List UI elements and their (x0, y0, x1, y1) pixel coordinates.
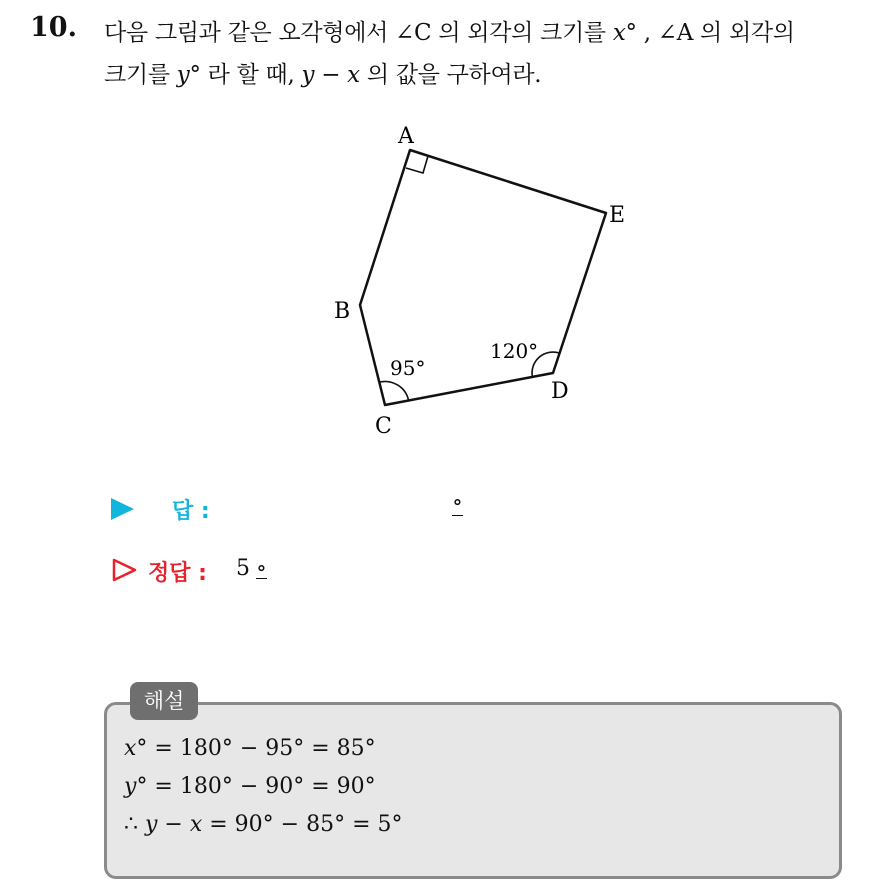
vertex-label-b: B (334, 299, 351, 324)
vertex-label-c: C (375, 414, 392, 439)
solution-line-1: x° = 180° − 95° = 85° (124, 736, 376, 761)
vertex-label-e: E (609, 203, 626, 228)
vertex-label-a: A (398, 124, 414, 149)
answer-arrow-icon (110, 497, 136, 521)
answer-label: 답 : (172, 499, 210, 524)
question-number: 10. (30, 12, 77, 43)
correct-answer-value: 5 ∘ (236, 556, 267, 581)
solution-line-3: ∴ y − x = 90° − 85° = 5° (124, 812, 403, 837)
answer-unit: ∘ (452, 490, 463, 515)
angle-label-d: 120° (490, 339, 539, 363)
angle-label-c: 95° (390, 356, 426, 380)
question-text-line1: 다음 그림과 같은 오각형에서 ∠C 의 외각의 크기를 x° , ∠A 의 외각의 (104, 20, 795, 46)
right-angle-mark (406, 156, 428, 173)
vertex-label-d: D (551, 379, 569, 404)
solution-tag: 해설 (130, 682, 198, 720)
pentagon-figure (320, 110, 640, 440)
solution-line-2: y° = 180° − 90° = 90° (124, 774, 376, 799)
correct-arrow-icon (112, 558, 138, 582)
correct-answer-label: 정답 : (148, 561, 207, 586)
question-text-line2: 크기를 y° 라 할 때, y − x 의 값을 구하여라. (104, 62, 542, 88)
